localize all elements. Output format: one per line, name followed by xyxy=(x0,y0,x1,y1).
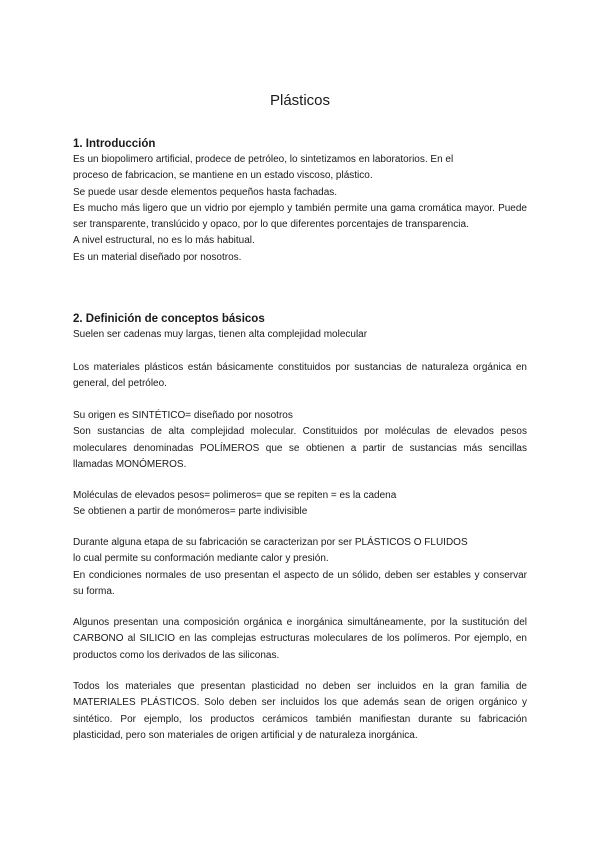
paragraph-line: Es un biopolimero artificial, prodece de petróleo, lo sintetizamos en laboratorios. En el xyxy=(73,154,454,165)
paragraph-line: Durante alguna etapa de su fabricación se caracterizan por ser PLÁSTICOS O FLUIDOS xyxy=(73,537,468,548)
section-introduccion xyxy=(73,136,527,266)
paragraph-block xyxy=(73,615,527,664)
paragraph-block xyxy=(73,408,527,473)
paragraph-line: Se obtienen a partir de monómeros= parte indivisible xyxy=(73,506,308,518)
paragraph-line: A nivel estructural, no es lo más habitual. xyxy=(73,235,255,247)
section-definicion xyxy=(73,311,527,343)
paragraph-block xyxy=(73,679,527,744)
paragraph: Algunos presentan una composición orgánica e inorgánica simultáneamente, por la sustitución del CARBONO al SILICIO en las complejas estructuras moleculares de los polímeros. Por ejemplo, en productos como los derivados de las siliconas. xyxy=(73,617,527,661)
paragraph-line: Es un material diseñado por nosotros. xyxy=(73,251,242,263)
paragraph: En condiciones normales de uso presentan el aspecto de un sólido, deben ser estables y conservar su forma. xyxy=(73,569,527,597)
paragraph-line: Su origen es SINTÉTICO= diseñado por nosotros xyxy=(73,410,293,421)
section-subtitle: Suelen ser cadenas muy largas, tienen alta complejidad molecular xyxy=(73,329,368,340)
paragraph: Todos los materiales que presentan plasticidad no deben ser incluidos en la gran familia de MATERIALES PLÁSTICOS. Solo deben ser incluidos los que además sean de origen orgánico y sintético. Por ejemplo, los productos cerámicos también manifiestan durante su fabricación plasticidad, pero son materiales de origen artificial y de naturaleza inorgánica. xyxy=(73,681,527,741)
paragraph-block xyxy=(73,488,527,521)
paragraph: Los materiales plásticos están básicamente constituidos por sustancias de naturaleza orgánica en general, del petróleo. xyxy=(73,362,527,390)
section-heading: 1. Introducción xyxy=(73,138,156,150)
paragraph-block xyxy=(73,360,527,393)
section-heading: 2. Definición de conceptos básicos xyxy=(73,313,265,325)
paragraph-block xyxy=(73,535,527,600)
paragraph-line: Moléculas de elevados pesos= polimeros= que se repiten = es la cadena xyxy=(73,490,397,501)
paragraph: Es mucho más ligero que un vidrio por ejemplo y también permite una gama cromática mayor. Puede ser transparente, translúcido y opaco, por lo que diferentes porcentajes de transparencia. xyxy=(73,202,527,231)
paragraph: Son sustancias de alta complejidad molecular. Constituidos por moléculas de elevados pesos moleculares denominadas POLÍMEROS que se obtienen a partir de sustancias más sencillas llamadas MONÓMEROS. xyxy=(73,426,527,470)
paragraph-line: Se puede usar desde elementos pequeños hasta fachadas. xyxy=(73,186,338,198)
page-title: Plásticos xyxy=(269,92,331,109)
paragraph-line: proceso de fabricacion, se mantiene en un estado viscoso, plástico. xyxy=(73,170,373,182)
paragraph-line: lo cual permite su conformación mediante calor y presión. xyxy=(73,553,329,565)
